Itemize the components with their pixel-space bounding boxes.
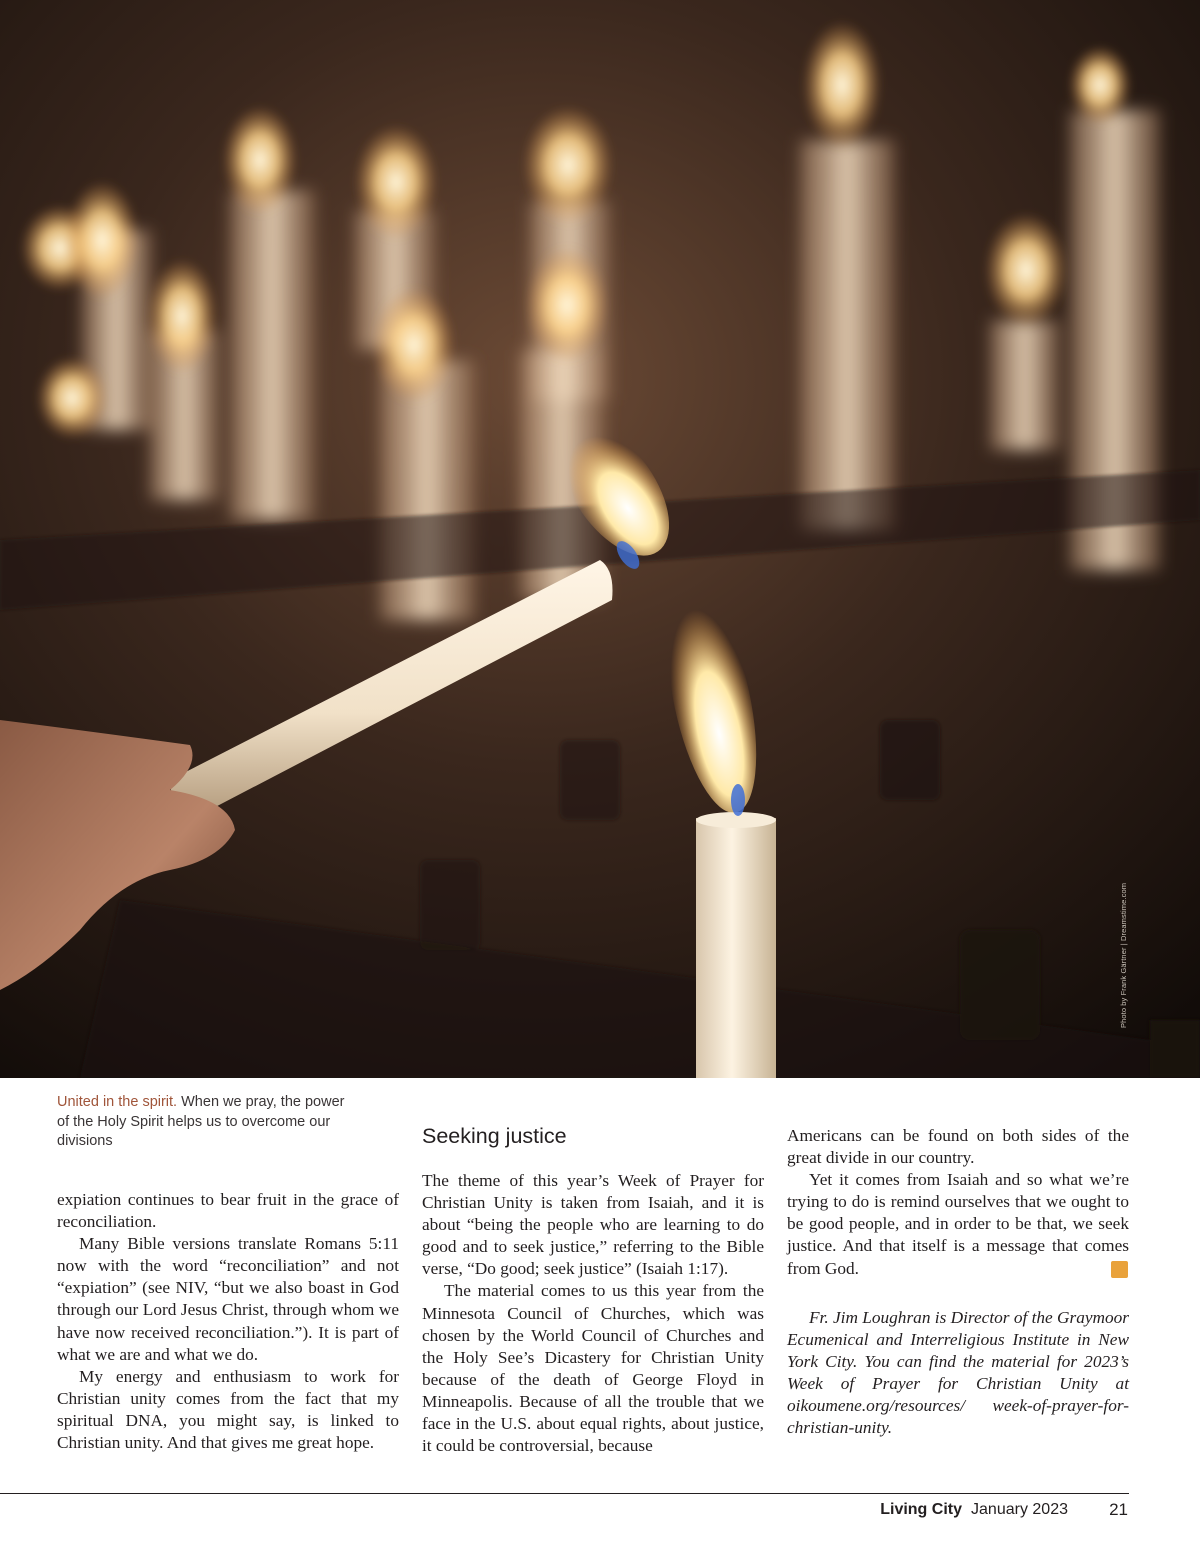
paragraph: Americans can be found on both sides of the great divide in our country. xyxy=(787,1126,1129,1168)
page-footer xyxy=(0,1501,1129,1523)
paragraph: Many Bible versions translate Romans 5:11 now with the word “reconciliation” and not “expiation” (see NIV, “but we also boast in God through our Lord Jesus Christ, through whom we have now received reconciliation.”). It is part of what we are and what we do. xyxy=(57,1234,399,1364)
publication-name: Living City xyxy=(880,1501,962,1518)
caption-lead: United in the spirit. xyxy=(57,1094,178,1110)
article-column-1 xyxy=(57,1189,399,1454)
photo-caption xyxy=(57,1093,347,1152)
paragraph xyxy=(787,1169,1147,1279)
article-column-2 xyxy=(422,1170,764,1457)
photo-credit-text: Photo by Frank Gärtner | Dreamstime.com xyxy=(1119,882,1128,1028)
page-number: 21 xyxy=(1109,1500,1128,1519)
paragraph-text: Yet it comes from Isaiah and so what we’re trying to do is remind ourselves that we ought to be good people, and in order to be that, we seek justice. And that itself is a message that comes from God. xyxy=(787,1170,1129,1278)
paragraph: expiation continues to bear fruit in the grace of reconciliation. xyxy=(57,1190,399,1232)
paragraph: The theme of this year’s Week of Prayer for Christian Unity is taken from Isaiah, and it is about “being the people who are learning to do good and to seek justice,” referring to the Bible verse, “Do good; seek justice” (Isaiah 1:17). xyxy=(422,1171,764,1279)
issue-date: January 2023 xyxy=(971,1501,1068,1518)
author-bio: Fr. Jim Loughran is Director of the Graymoor Ecumenical and Interreligious Institute in New York City. You can find the material for 2023’s Week of Prayer for Christian Unity at oikoumene.org/resources/ week-of-prayer-for-christian-unity. xyxy=(787,1307,1130,1438)
section-heading: Seeking justice xyxy=(422,1124,567,1148)
paragraph: My energy and enthusiasm to work for Christian unity comes from the fact that my spiritual DNA, you might say, is linked to Christian unity. And that gives me great hope. xyxy=(57,1366,399,1453)
article-column-3 xyxy=(787,1125,1147,1439)
photo-credit xyxy=(1119,876,1135,1028)
caption-text: When we pray, the power of the Holy Spirit helps us to overcome our divisions xyxy=(57,1094,345,1149)
end-mark-icon: LC xyxy=(1111,1261,1128,1278)
paragraph: The material comes to us this year from the Minnesota Council of Churches, which was chosen by the World Council of Churches and the Holy See’s Dicastery for Christian Unity because of the death of George Floyd in Minneapolis. Because of all the trouble that we face in the U.S. about equal rights, about justice, it could be controversial, because xyxy=(422,1281,764,1456)
footer-divider xyxy=(0,1493,1129,1494)
